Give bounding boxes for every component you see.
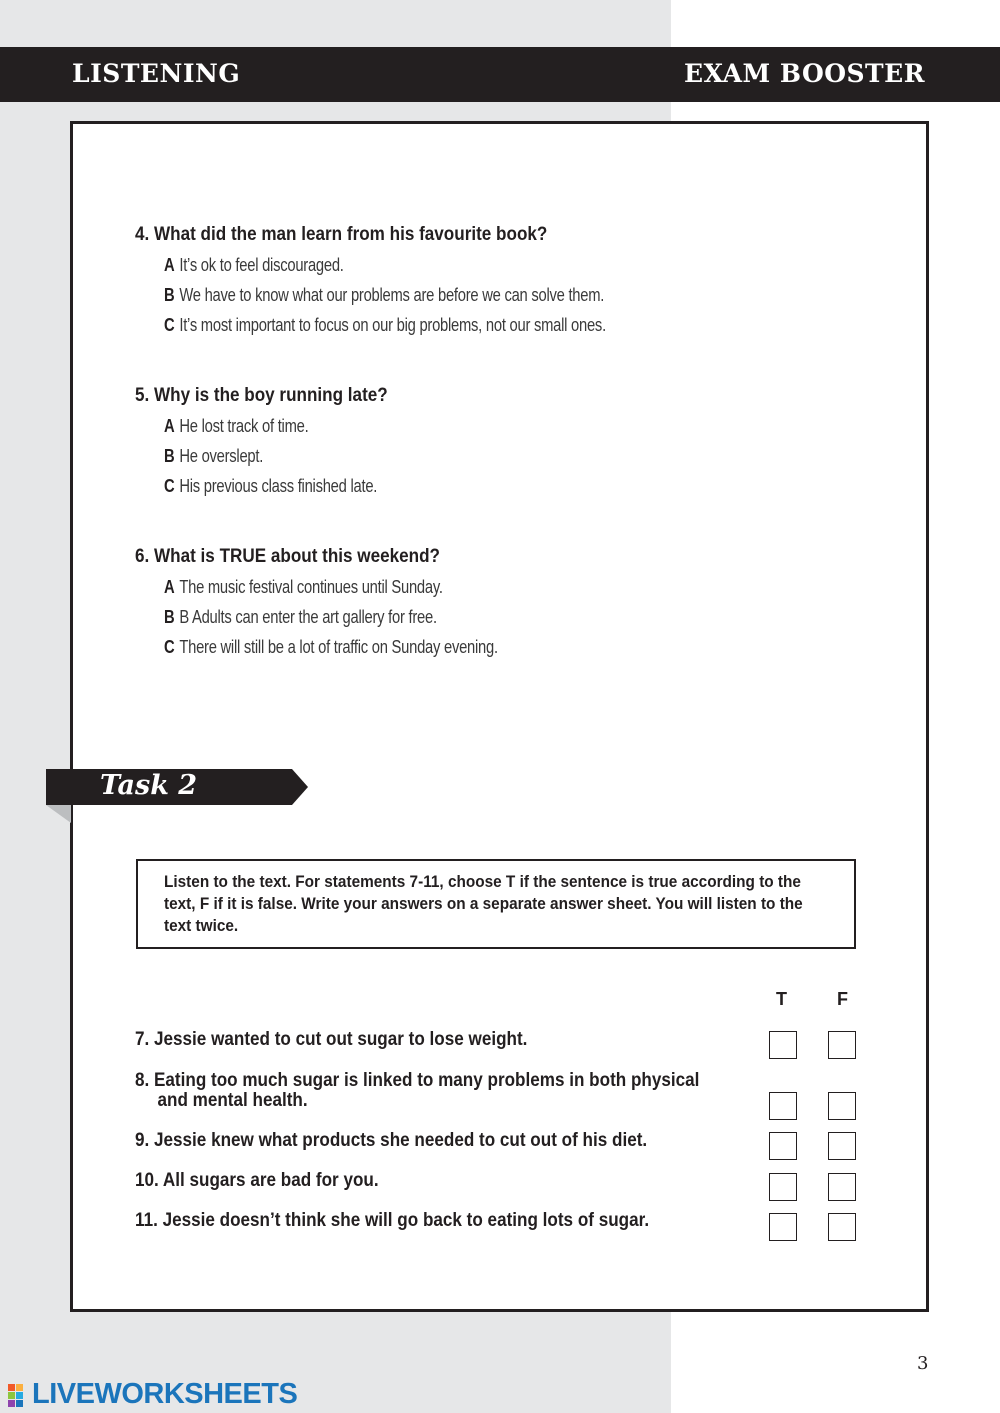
brand-name: LIVEWORKSHEETS xyxy=(32,1378,298,1410)
statement-text: 7. Jessie wanted to cut out sugar to lose weight. xyxy=(135,1029,528,1050)
option-letter: B xyxy=(164,446,175,466)
question-title: 5. Why is the boy running late? xyxy=(135,385,388,406)
option-text: We have to know what our problems are before we can solve them. xyxy=(179,285,605,305)
option-c[interactable] xyxy=(164,637,498,658)
question-5 xyxy=(135,385,424,497)
question-title: 6. What is TRUE about this weekend? xyxy=(135,546,440,567)
option-letter: B xyxy=(164,607,175,627)
option-text: His previous class finished late. xyxy=(179,476,378,496)
question-title: 4. What did the man learn from his favourite book? xyxy=(135,224,548,245)
statement-9 xyxy=(135,1131,647,1151)
option-b[interactable] xyxy=(164,285,606,306)
statement-text: 9. Jessie knew what products she needed to cut out of his diet. xyxy=(135,1130,648,1151)
statement-7 xyxy=(135,1030,527,1050)
option-text: He overslept. xyxy=(179,446,264,466)
task-2-label: Task 2 xyxy=(100,770,198,801)
option-letter: C xyxy=(164,476,175,496)
option-a[interactable] xyxy=(164,577,498,598)
option-b[interactable] xyxy=(164,446,377,467)
instructions-line: text twice. xyxy=(164,917,239,935)
question-4 xyxy=(135,224,703,336)
option-letter: A xyxy=(164,255,175,275)
false-column-header: F xyxy=(837,989,848,1009)
answer-7-false-box[interactable] xyxy=(828,1031,856,1059)
section-title: LISTENING xyxy=(72,59,241,88)
answer-9-true-box[interactable] xyxy=(769,1132,797,1160)
option-c[interactable] xyxy=(164,315,606,336)
option-letter: C xyxy=(164,637,175,657)
statement-8 xyxy=(135,1071,699,1111)
option-a[interactable] xyxy=(164,255,606,276)
task-2-banner xyxy=(46,769,308,805)
option-letter: A xyxy=(164,416,175,436)
option-letter: C xyxy=(164,315,175,335)
answer-8-true-box[interactable] xyxy=(769,1092,797,1120)
question-6 xyxy=(135,546,571,658)
option-text: He lost track of time. xyxy=(179,416,309,436)
instructions-line: text, F if it is false. Write your answers on a separate answer sheet. You will listen to the xyxy=(164,895,803,913)
option-text: The music festival continues until Sunday. xyxy=(179,577,443,597)
answer-10-false-box[interactable] xyxy=(828,1173,856,1201)
statement-11 xyxy=(135,1211,649,1231)
statement-text: 10. All sugars are bad for you. xyxy=(135,1170,379,1191)
option-c[interactable] xyxy=(164,476,377,497)
option-letter: B xyxy=(164,285,175,305)
statement-text-continued: and mental health. xyxy=(157,1090,308,1111)
option-text: It’s most important to focus on our big problems, not our small ones. xyxy=(179,315,606,335)
instructions-box xyxy=(136,859,856,949)
true-column-header: T xyxy=(776,989,787,1009)
answer-11-true-box[interactable] xyxy=(769,1213,797,1241)
option-a[interactable] xyxy=(164,416,377,437)
answer-8-false-box[interactable] xyxy=(828,1092,856,1120)
answer-11-false-box[interactable] xyxy=(828,1213,856,1241)
option-text: It’s ok to feel discouraged. xyxy=(179,255,344,275)
statement-text: 8. Eating too much sugar is linked to many problems in both physical xyxy=(135,1070,700,1091)
answer-9-false-box[interactable] xyxy=(828,1132,856,1160)
banner-fold xyxy=(46,805,71,823)
answer-7-true-box[interactable] xyxy=(769,1031,797,1059)
book-title: EXAM BOOSTER xyxy=(684,59,925,88)
option-text: B Adults can enter the art gallery for free. xyxy=(179,607,437,627)
page-header xyxy=(0,47,1000,102)
page-number: 3 xyxy=(917,1353,929,1374)
option-b[interactable] xyxy=(164,607,498,628)
liveworksheets-logo-icon xyxy=(8,1384,30,1406)
option-letter: A xyxy=(164,577,175,597)
option-text: There will still be a lot of traffic on Sunday evening. xyxy=(179,637,498,657)
statement-text: 11. Jessie doesn’t think she will go back to eating lots of sugar. xyxy=(135,1210,650,1231)
statement-10 xyxy=(135,1171,379,1191)
instructions-line: Listen to the text. For statements 7-11, choose T if the sentence is true according to the xyxy=(164,873,801,891)
answer-10-true-box[interactable] xyxy=(769,1173,797,1201)
